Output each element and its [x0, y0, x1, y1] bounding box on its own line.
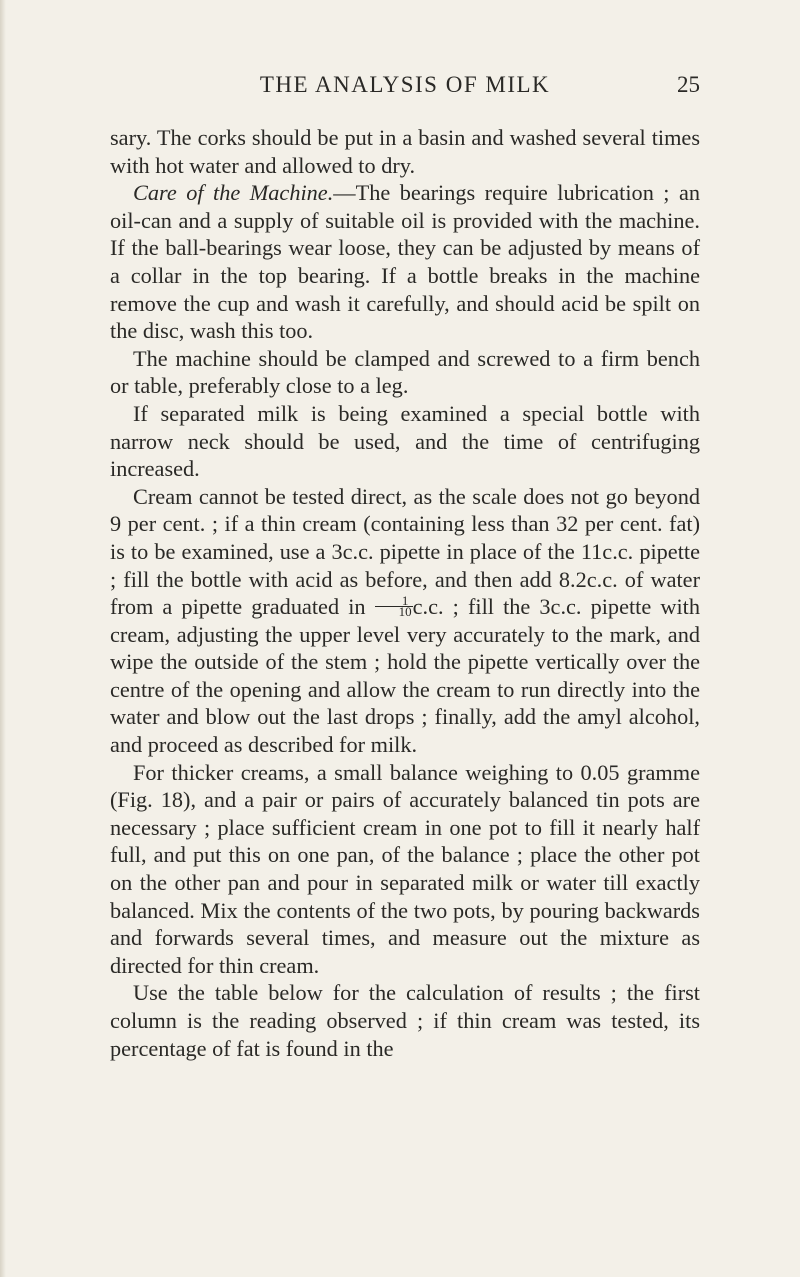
paragraph-cream-testing	[110, 483, 700, 759]
fraction-one-tenth	[375, 593, 413, 620]
paragraph-corks: sary. The corks should be put in a basin and washed several times with hot water and allowed to dry.	[110, 125, 700, 178]
page-number: 25	[677, 72, 700, 97]
paragraph-cream-text-b: c.c. ; fill the 3c.c. pipette with cream, adjusting the upper level very accurately to the mark, and wipe the outside of the stem ; hold the pipette vertically over the centre of the opening and allow the cream to run directly into the water and blow out the last drops ; finally, add the amyl alcohol, and proceed as described for milk.	[110, 594, 700, 758]
paragraph-table-usage: Use the table below for the calculation of results ; the first column is the reading observed ; if thin cream was tested, its percentage of fat is found in the	[110, 980, 700, 1061]
paragraph-care-of-machine	[110, 179, 700, 345]
paragraph-clamping: The machine should be clamped and screwed to a firm bench or table, preferably close to a leg.	[110, 345, 700, 399]
body-text	[110, 124, 700, 1062]
running-title: THE ANALYSIS OF MILK	[259, 72, 551, 97]
paragraph-separated-milk: If separated milk is being examined a special bottle with narrow neck should be used, and the time of centrifuging increased.	[110, 400, 700, 482]
paragraph-cream-text-a: Cream cannot be tested direct, as the scale does not go beyond 9 per cent. ; if a thin cream (containing less than 32 per cent. fat) is to be examined, use a 3c.c. pipette in place of the 11c.c. pipette ; fill the bottle with acid as before, and then add 8.2c.c. of water from a pipette graduated in	[110, 483, 700, 620]
fraction-numerator: 1	[375, 596, 413, 607]
section-heading-care-of-machine: Care of the Machine.	[133, 180, 334, 206]
fraction-denominator: 10	[398, 604, 412, 620]
paragraph-care-text: —The bearings require lubrication ; an oil-can and a supply of suitable oil is provided with the machine. If the ball-bearings wear loose, they can be adjusted by means of a collar in the top bearing. If a bottle breaks in the machine remove the cup and wash it carefully, and should acid be spilt on the disc, wash this too.	[110, 180, 700, 344]
running-head	[110, 72, 700, 108]
paragraph-thicker-creams: For thicker creams, a small balance weighing to 0.05 gramme (Fig. 18), and a pair or pairs of accurately balanced tin pots are necessary ; place sufficient cream in one pot to fill it nearly half full, and put this on one pan, of the balance ; place the other pot on the other pan and pour in separated milk or water till exactly balanced. Mix the contents of the two pots, by pouring backwards and forwards several times, and measure out the mixture as directed for thin cream.	[110, 759, 700, 978]
page-edge-shadow	[0, 0, 6, 1277]
